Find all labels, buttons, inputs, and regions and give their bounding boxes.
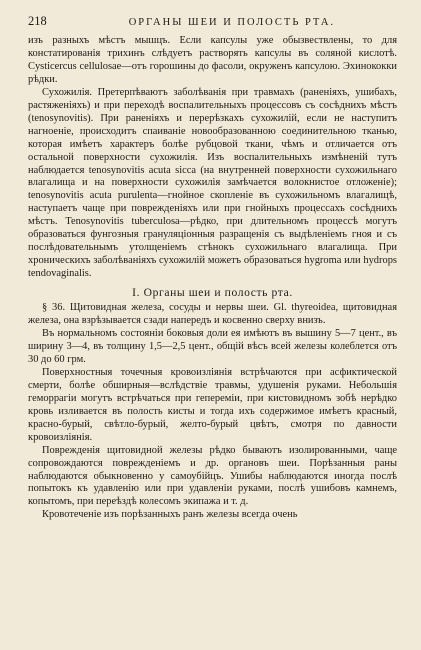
section-heading: I. Органы шеи и полость рта. xyxy=(132,286,293,300)
paragraph-normal-state: Въ нормальномъ состояніи боковыя доли ея имѣютъ въ вышину 5—7 цент., въ ширину 3—4, въ толщину 1,5—2,5 цент., общій вѣсъ всей железы колеблется отъ 30 до 60 грм. xyxy=(28,328,397,365)
running-title: ОРГАНЫ ШЕИ И ПОЛОСТЬ РТА. xyxy=(128,17,336,28)
paragraph-section-36: § 36. Щитовидная железа, сосуды и нервы шеи. Gl. thyreoidea, щитовидная железа, она взрѣзывается сзади напередъ и косвенно сверху внизъ. xyxy=(28,302,397,327)
paragraph-bleeding: Кровотеченіе изъ порѣзанныхъ ранъ железы всегда очень xyxy=(42,509,298,521)
paragraph-tendons: Сухожилія. Претерпѣваютъ заболѣванія при травмахъ (раненіяхъ, ушибахъ, растяженіяхъ) и при переходѣ воспалительныхъ процессовъ съ сосѣднихъ мѣстъ (tenosynovitis). При раненіяхъ и перерѣзкахъ сухожилій, если не наступитъ нагноеніе, происходитъ спаиваніе новообразованною соединительною тканью, которая имѣетъ характеръ болѣе рубцовой ткани, чѣмъ и отличается отъ остальной поверхности сухожилія. Изъ воспалительныхъ измѣненій тутъ наблюдается tenosynovitis acuta sicca (на внутренней поверхности сухожильнаго влагалища и на поверхности сухожилія замѣчается волокнистое отложеніе); tenosynovitis acuta purulenta—гнойное скопленіе въ сухожильномъ влагалищѣ, наступаетъ чаще при поврежденіяхъ или при гнойныхъ процессахъ сосѣднихъ мѣстъ. Tenosynovitis tuberculosa—рѣдко, при длительномъ процессѣ могутъ образоваться фунгозныя грануляціонныя разращенія съ выдѣленіемъ гноя и съ послѣдовательнымъ утолщеніемъ стѣнокъ сухожильнаго влагалища. При хроническихъ заболѣваніяхъ сухожилій можетъ образоваться hygroma или hydrops tendovaginalis. xyxy=(28,86,397,280)
page-number: 218 xyxy=(28,14,47,28)
paragraph-injuries: Поврежденія щитовидной железы рѣдко бываютъ изолированными, чаще сопровождаются поврежденіемъ и др. органовъ шеи. Порѣзанныя раны наблюдаются обыкновенно у самоубійцъ. Ушибы наблюдаются иногда послѣ попытокъ къ удавленію или при удавленіи руками, послѣ ушибовъ камнемъ, копытомъ, при переѣздѣ колесомъ экипажа и т. д. xyxy=(28,444,397,508)
page-header xyxy=(28,14,397,29)
page-body xyxy=(28,35,397,522)
paragraph-hemorrhages: Поверхностныя точечныя кровоизліянія встрѣчаются при асфиктической смерти, болѣе обширныя—вслѣдствіе травмы, удушенія руками. Небольшія геморрагіи могутъ встрѣчаться при гепереміи, при кистовидномъ зобѣ нерѣдко кровь изливается въ полость кисты и тогда ихъ содержимое имѣетъ красный, красно-бурый, свѣтло-бурый, желто-бурый цвѣтъ, смотря по давности кровоизліянія. xyxy=(28,366,397,443)
paragraph-continuation: изъ разныхъ мѣстъ мышцъ. Если капсулы уже обызвествлены, то для констатированія трихинъ слѣдуетъ растворять капсулы въ соляной кислотѣ. Cysticercus cellulosae—отъ горошины до фасоли, окруженъ капсулою. Эхинококки рѣдки. xyxy=(28,35,397,85)
